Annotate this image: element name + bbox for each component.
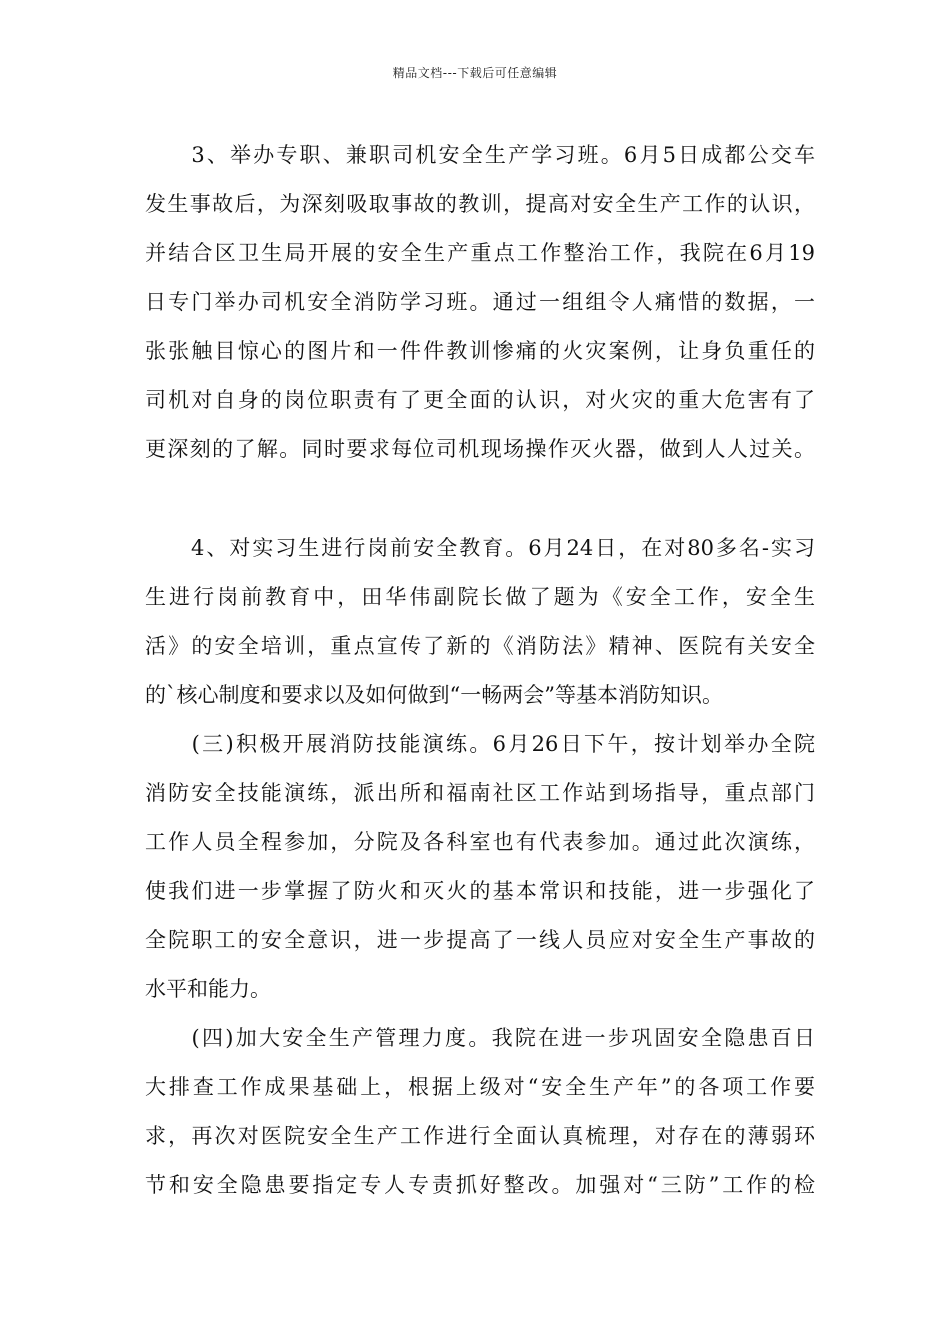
text-line: 全院职工的安全意识，进一步提高了一线人员应对安全生产事故的 bbox=[145, 928, 815, 952]
text-line: (四)加大安全生产管理力度。我院在进一步巩固安全隐患百日 bbox=[145, 1026, 815, 1050]
text-line: 工作人员全程参加，分院及各科室也有代表参加。通过此次演练， bbox=[145, 830, 815, 854]
text-line: 生进行岗前教育中，田华伟副院长做了题为《安全工作，安全生 bbox=[145, 585, 815, 609]
text-line: 张张触目惊心的图片和一件件教训惨痛的火灾案例，让身负重任的 bbox=[145, 339, 815, 363]
paragraph-safety-management bbox=[145, 1014, 815, 1210]
text-line: 节和安全隐患要指定专人专责抓好整改。加强对“三防”工作的检 bbox=[145, 1173, 815, 1197]
text-line: 水平和能力。 bbox=[145, 977, 271, 1001]
page-header: 精品文档---下载后可任意编辑 bbox=[392, 66, 558, 80]
paragraph-driver-training bbox=[145, 131, 815, 474]
document-body bbox=[145, 131, 815, 1210]
paragraph-spacer bbox=[145, 474, 815, 524]
text-line: 大排查工作成果基础上，根据上级对“安全生产年”的各项工作要 bbox=[145, 1075, 815, 1099]
paragraph-fire-drill bbox=[145, 720, 815, 1014]
text-line: 发生事故后，为深刻吸取事故的教训，提高对安全生产工作的认识， bbox=[145, 192, 815, 216]
text-line: 求，再次对医院安全生产工作进行全面认真梳理，对存在的薄弱环 bbox=[145, 1124, 815, 1148]
text-line: 日专门举办司机安全消防学习班。通过一组组令人痛惜的数据，一 bbox=[145, 290, 815, 314]
text-line: 更深刻的了解。同时要求每位司机现场操作灭火器，做到人人过关。 bbox=[145, 437, 815, 461]
text-line: 活》的安全培训，重点宣传了新的《消防法》精神、医院有关安全 bbox=[145, 634, 815, 658]
text-line: 4、对实习生进行岗前安全教育。6月24日，在对80多名-实习 bbox=[145, 536, 815, 560]
paragraph-intern-education bbox=[145, 524, 815, 720]
text-line: 的`核心制度和要求以及如何做到“一畅两会”等基本消防知识。 bbox=[145, 683, 723, 707]
text-line: (三)积极开展消防技能演练。6月26日下午，按计划举办全院 bbox=[145, 732, 815, 756]
text-line: 消防安全技能演练，派出所和福南社区工作站到场指导，重点部门 bbox=[145, 781, 815, 805]
text-line: 司机对自身的岗位职责有了更全面的认识，对火灾的重大危害有了 bbox=[145, 388, 815, 412]
text-line: 并结合区卫生局开展的安全生产重点工作整治工作，我院在6月19 bbox=[145, 241, 815, 265]
text-line: 3、举办专职、兼职司机安全生产学习班。6月5日成都公交车 bbox=[145, 143, 815, 167]
text-line: 使我们进一步掌握了防火和灭火的基本常识和技能，进一步强化了 bbox=[145, 879, 815, 903]
